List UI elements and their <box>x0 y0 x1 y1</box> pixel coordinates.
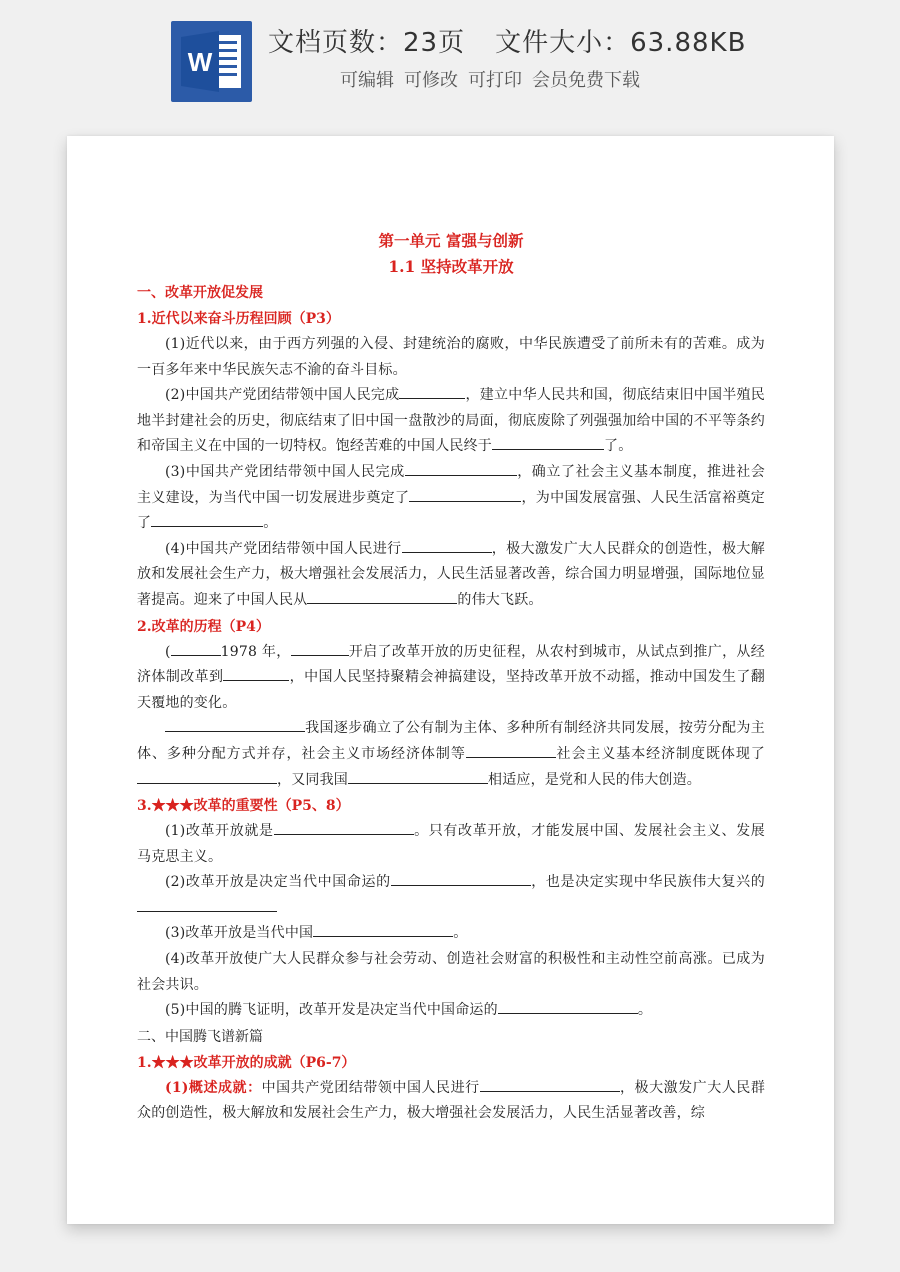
subsection-heading: 1.★★★改革开放的成就（P6-7） <box>137 1054 356 1071</box>
fill-blank <box>498 998 638 1014</box>
word-document-icon <box>171 21 252 102</box>
paragraph: (3)改革开放是当代中国 。 <box>137 921 765 947</box>
page-count: 文档页数：23页 <box>268 28 466 58</box>
fill-blank <box>313 921 453 937</box>
unit-title: 第一单元 富强与创新 <box>378 231 524 250</box>
document-page <box>67 136 834 1224</box>
paragraph: 我国逐步确立了公有制为主体、多种所有制经济共同发展，按劳分配为主体、多种分配方式并存，社会主义市场经济体制等 社会主义基本经济制度既体现了，又同我国 相适应，是党和人民的伟大创造。 <box>137 716 765 793</box>
fill-blank <box>405 460 517 476</box>
feature-modifiable: 可修改 <box>404 70 458 91</box>
paragraph: (1)改革开放就是 。只有改革开放，才能发展中国、发展社会主义、发展马克思主义。 <box>137 819 765 870</box>
fill-blank <box>291 640 349 656</box>
paragraph: (5)中国的腾飞证明，改革开发是决定当代中国命运的 。 <box>137 998 765 1024</box>
fill-blank <box>151 511 263 527</box>
fill-blank <box>307 588 457 604</box>
subsection-heading: 3.★★★改革的重要性（P5、8） <box>137 798 350 815</box>
fill-blank <box>165 716 305 732</box>
fill-blank <box>137 768 277 784</box>
feature-editable: 可编辑 <box>340 70 394 91</box>
paragraph: (3)中国共产党团结带领中国人民完成 ，确立了社会主义基本制度，推进社会主义建设，为当代中国一切发展进步奠定了 ，为中国发展富强、人民生活富裕奠定了 。 <box>137 460 765 537</box>
fill-blank <box>466 742 556 758</box>
document-content <box>137 228 765 1127</box>
section-heading: 一、改革开放促发展 <box>137 285 263 301</box>
subsection-heading: 2.改革的历程（P4） <box>137 618 270 635</box>
fill-blank <box>480 1076 620 1092</box>
subsection-heading: 1.近代以来奋斗历程回顾（P3） <box>137 311 340 327</box>
paragraph: (1)概述成就：中国共产党团结带领中国人民进行 ，极大激发广大人民群众的创造性，极大解放和发展社会生产力，极大增强社会发展活力，人民生活显著改善，综 <box>137 1076 765 1127</box>
svg-text:W: W <box>187 47 213 77</box>
fill-blank <box>402 537 492 553</box>
feature-list <box>340 66 650 92</box>
paragraph: (4)中国共产党团结带领中国人民进行 ，极大激发广大人民群众的创造性，极大解放和发展社会生产力，极大增强社会发展活力，人民生活显著改善，综合国力明显增强，国际地位显著提高。迎来了中国人民从 的伟大飞跃。 <box>137 537 765 614</box>
file-stats <box>268 22 828 59</box>
feature-printable: 可打印 <box>468 70 522 91</box>
paragraph: (2)中国共产党团结带领中国人民完成 ，建立中华人民共和国，彻底结束旧中国半殖民地半封建社会的历史，彻底结束了旧中国一盘散沙的局面，彻底废除了列强强加给中国的不平等条约和帝国主义在中国的一切特权。饱经苦难的中国人民终于 了。 <box>137 383 765 460</box>
lead-label: (1)概述成就： <box>165 1079 262 1096</box>
section-heading: 二、中国腾飞谱新篇 <box>137 1028 263 1045</box>
fill-blank <box>409 486 521 502</box>
paragraph: ( 1978 年， 开启了改革开放的历史征程，从农村到城市，从试点到推广，从经济体制改革到 ，中国人民坚持聚精会神搞建设，坚持改革开放不动摇，推动中国发生了翻天覆地的变化。 <box>137 640 765 717</box>
lesson-title: 1.1 坚持改革开放 <box>388 257 514 276</box>
fill-blank <box>137 896 277 912</box>
fill-blank <box>348 768 488 784</box>
fill-blank <box>391 870 531 886</box>
fill-blank <box>399 383 465 399</box>
file-info-banner <box>0 0 900 118</box>
file-size: 文件大小：63.88KB <box>495 28 747 58</box>
paragraph: (1)近代以来，由于西方列强的入侵、封建统治的腐败，中华民族遭受了前所未有的苦难。成为一百多年来中华民族矢志不渝的奋斗目标。 <box>137 336 765 378</box>
paragraph: (4)改革开放使广大人民群众参与社会劳动、创造社会财富的积极性和主动性空前高涨。已成为社会共识。 <box>137 951 765 993</box>
fill-blank <box>274 819 414 835</box>
fill-blank <box>171 640 221 656</box>
paragraph: (2)改革开放是决定当代中国命运的 ，也是决定实现中华民族伟大复兴的 <box>137 870 765 921</box>
fill-blank <box>492 434 604 450</box>
fill-blank <box>223 665 289 681</box>
feature-member-download: 会员免费下载 <box>532 70 640 91</box>
